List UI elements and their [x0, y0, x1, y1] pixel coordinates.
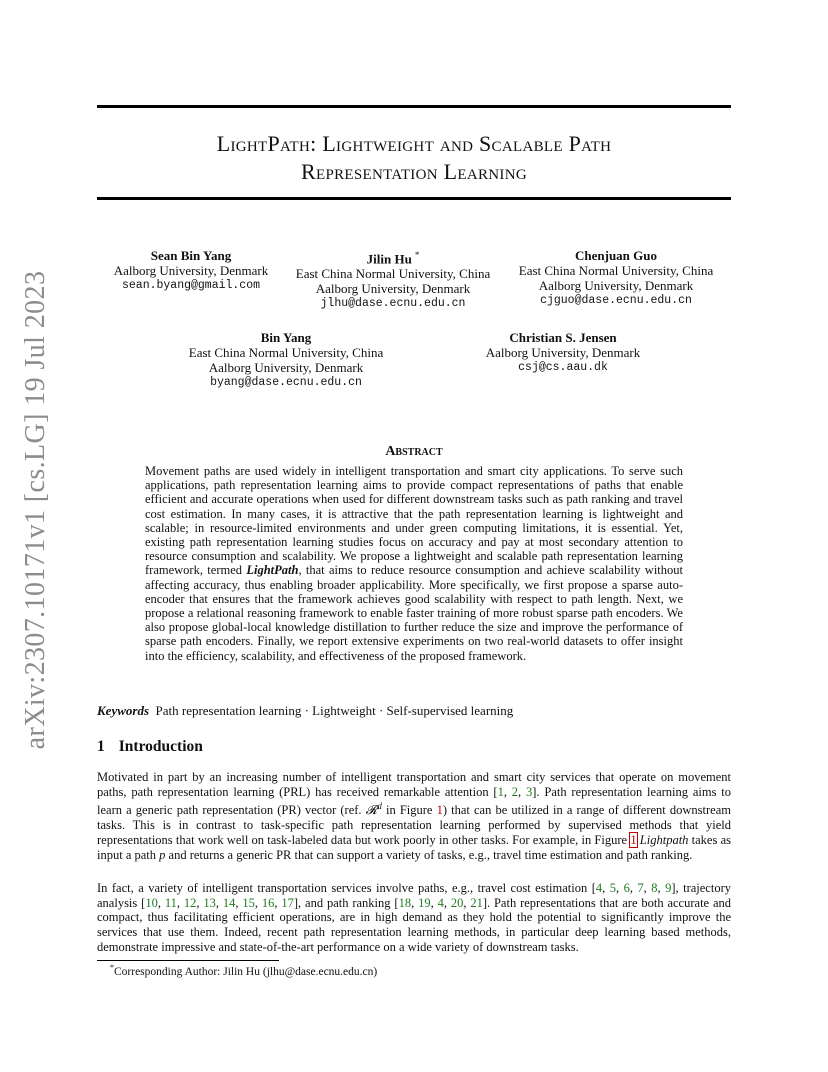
title-rule-top — [97, 105, 731, 108]
citation-link[interactable]: 16 — [261, 895, 275, 910]
text-run: takes as input a path — [97, 832, 731, 862]
citation-link[interactable]: 17 — [281, 895, 294, 910]
author-block — [176, 330, 396, 390]
footnote-rule — [97, 960, 279, 961]
footnote-text: Corresponding Author: Jilin Hu (jlhu@dase.ecnu.edu.cn) — [114, 965, 378, 978]
citation-link[interactable]: 15 — [242, 895, 255, 910]
section-number: 1 — [97, 738, 105, 755]
abstract-text — [145, 464, 683, 663]
author-affiliation: Aalborg University, Denmark — [113, 263, 269, 278]
method-name: Lightpath — [639, 832, 689, 847]
text-run: ]. Path representations that are both accurate and compact, thus facilitating efficient operations, are in high demand as they hold the potential to significantly improve the services that use them. Indeed, recent path representation learning methods, in particular deep learning based methods, demonstrate impressive and state-of-the-art performance on a wide variety of downstream tasks. — [97, 895, 732, 954]
citation-group: 10, 11, 12, 13, 14, 15, 16, 17 — [145, 895, 294, 910]
author-affiliation: East China Normal University, China — [295, 266, 491, 282]
author-email[interactable]: cjguo@dase.ecnu.edu.cn — [540, 294, 692, 307]
citation-group: 18, 19, 4, 20, 21 — [398, 895, 483, 910]
author-block — [460, 330, 666, 375]
author-name: Sean Bin Yang — [150, 248, 232, 263]
title-line-1: LightPath: Lightweight and Scalable Path — [216, 131, 612, 156]
arxiv-id: arXiv:2307.10171v1 [cs.LG] 19 Jul 2023 — [20, 270, 51, 750]
keywords-line — [97, 703, 513, 719]
abstract-text-part: , that aims to reduce resource consumption and achieve scalability without affecting accuracy, thus enabling broader applicability. More specifically, we first propose a sparse auto-encoder that ensures that the framework achieves good scalability with respect to path length. Next, we propose a relational reasoning framework to enable faster training of more robust sparse path encoders. We also propose global-local knowledge distillation to further reduce the size and improve the performance of sparse path encoders. Finally, we report extensive experiments on two real-world datasets to offer insight into the efficiency, scalability, and effectiveness of the proposed framework. — [145, 563, 683, 663]
text-run: In fact, a variety of intelligent transportation services involve paths, e.g., travel cost estimation [ — [97, 881, 596, 895]
citation-group: 4, 5, 6, 7, 8, 9 — [595, 881, 672, 895]
author-affiliation: East China Normal University, China — [518, 263, 714, 278]
author-name: Chenjuan Guo — [575, 248, 657, 263]
author-block — [92, 248, 290, 293]
author-name: Christian S. Jensen — [509, 330, 617, 345]
math-variable: p — [159, 847, 166, 862]
text-run: ], and path ranking [ — [293, 895, 399, 910]
text-run: in Figure — [381, 803, 437, 818]
keywords-list: Path representation learning · Lightweight · Self-supervised learning — [155, 703, 514, 718]
citation-link[interactable]: 3 — [526, 784, 533, 799]
math-symbol: 𝓡 — [365, 803, 378, 818]
abstract-text-part: Movement paths are used widely in intelligent transportation and smart city applications. To serve such applications, path representation learning aims to provide compact representations of paths that enable efficient and accurate operations when used for different downstream tasks such as path ranking and travel cost estimation. In many cases, it is attractive that the path representation learning is lightweight and scalable; in resource-limited environments and under green computing limitations, it is essential. Yet, existing path representation learning studies focus on accuracy and pay at most secondary attention to resource consumption and scalability. We propose a lightweight and scalable path representation learning framework, termed — [145, 464, 683, 578]
arxiv-sidebar-stamp — [14, 250, 58, 770]
citation-link[interactable]: 4 — [595, 881, 603, 895]
text-run: Motivated in part by an increasing number of intelligent transportation and smart city services that operate on movement paths, path representation learning (PRL) has received remarkable attention [ — [97, 770, 731, 799]
citation-link[interactable]: 20 — [450, 895, 464, 910]
citation-link[interactable]: 21 — [470, 895, 483, 910]
section-heading — [97, 738, 203, 756]
abstract-heading: Abstract — [385, 444, 443, 459]
author-affiliation: Aalborg University, Denmark — [208, 360, 364, 375]
citation-link[interactable]: 18 — [398, 895, 412, 910]
citation-link[interactable]: 11 — [164, 895, 177, 910]
citation-link[interactable]: 19 — [418, 895, 431, 910]
citation-link[interactable]: 2 — [511, 784, 519, 799]
citation-link[interactable]: 10 — [145, 895, 158, 910]
author-affiliation: Aalborg University, Denmark — [538, 278, 694, 293]
footnote — [110, 963, 377, 978]
author-email[interactable]: csj@cs.aau.dk — [518, 361, 608, 374]
author-affiliation: Aalborg University, Denmark — [485, 345, 641, 360]
title-line-2: Representation Learning — [301, 159, 527, 184]
author-block — [288, 248, 498, 311]
author-name: Bin Yang — [260, 330, 312, 345]
citation-link[interactable]: 14 — [222, 895, 236, 910]
framework-name: LightPath — [246, 563, 299, 578]
citation-link[interactable]: 13 — [203, 895, 216, 910]
figure-link[interactable]: 1 — [630, 832, 637, 847]
citation-link[interactable]: 5 — [609, 881, 616, 895]
citation-link[interactable]: 7 — [637, 881, 644, 895]
citation-link[interactable]: 6 — [623, 881, 630, 895]
corresponding-mark: * — [414, 250, 420, 260]
figure-link[interactable]: 1 — [436, 803, 443, 818]
author-affiliation: Aalborg University, Denmark — [315, 281, 471, 297]
author-email[interactable]: sean.byang@gmail.com — [121, 279, 261, 292]
author-name: Jilin Hu — [366, 251, 412, 267]
citation-link[interactable]: 1 — [497, 784, 504, 799]
text-run: and returns a generic PR that can support a variety of tasks, e.g., travel time estimation and path ranking. — [165, 847, 693, 862]
title-rule-bottom — [97, 197, 731, 200]
text-run: ]. Path representation learning aims to learn a generic path representation (PR) vector (ref. — [97, 784, 731, 818]
citation-link[interactable]: 9 — [665, 881, 672, 895]
author-block — [506, 248, 726, 308]
footnote-mark: * — [110, 963, 114, 972]
text-run: ], trajectory analysis [ — [97, 881, 731, 910]
citation-link[interactable]: 8 — [651, 881, 658, 895]
citation-link[interactable]: 12 — [183, 895, 197, 910]
author-email[interactable]: byang@dase.ecnu.edu.cn — [210, 376, 362, 389]
paper-title — [97, 130, 731, 186]
intro-paragraph-2 — [97, 881, 731, 955]
author-affiliation: East China Normal University, China — [188, 345, 384, 360]
author-email[interactable]: jlhu@dase.ecnu.edu.cn — [320, 297, 466, 311]
intro-paragraph-1: Motivated in part by an increasing number of intelligent transportation and smart city services that operate on movement paths, path representation learning (PRL) has received remarkable attention [1, 2, 3]. Path representation learning aims to learn a generic path representation (PR) vector (ref. 𝓡$^d$ in Figure 1) that can be utilized in a range of different downstream tasks. This is in contrast to task-specific path representation learning performed by supervised methods that yield representations that work well on task-labeled data but work poorly in other tasks. For example, in Figure 1 Lightpath takes as input a path p and returns a generic PR that can support a variety of tasks, e.g., travel time estimation and path ranking. — [97, 770, 731, 862]
section-title: Introduction — [118, 738, 203, 755]
math-superscript: d — [377, 801, 382, 812]
text-run: ) that can be utilized in a range of different downstream tasks. This is in contrast to task-specific path representation learning performed by supervised methods that yield representations that work well on task-labeled data but work poorly in other tasks. For example, in Figure — [97, 803, 731, 847]
keywords-label: Keywords — [97, 703, 149, 718]
citation-link[interactable]: 4 — [437, 895, 444, 910]
